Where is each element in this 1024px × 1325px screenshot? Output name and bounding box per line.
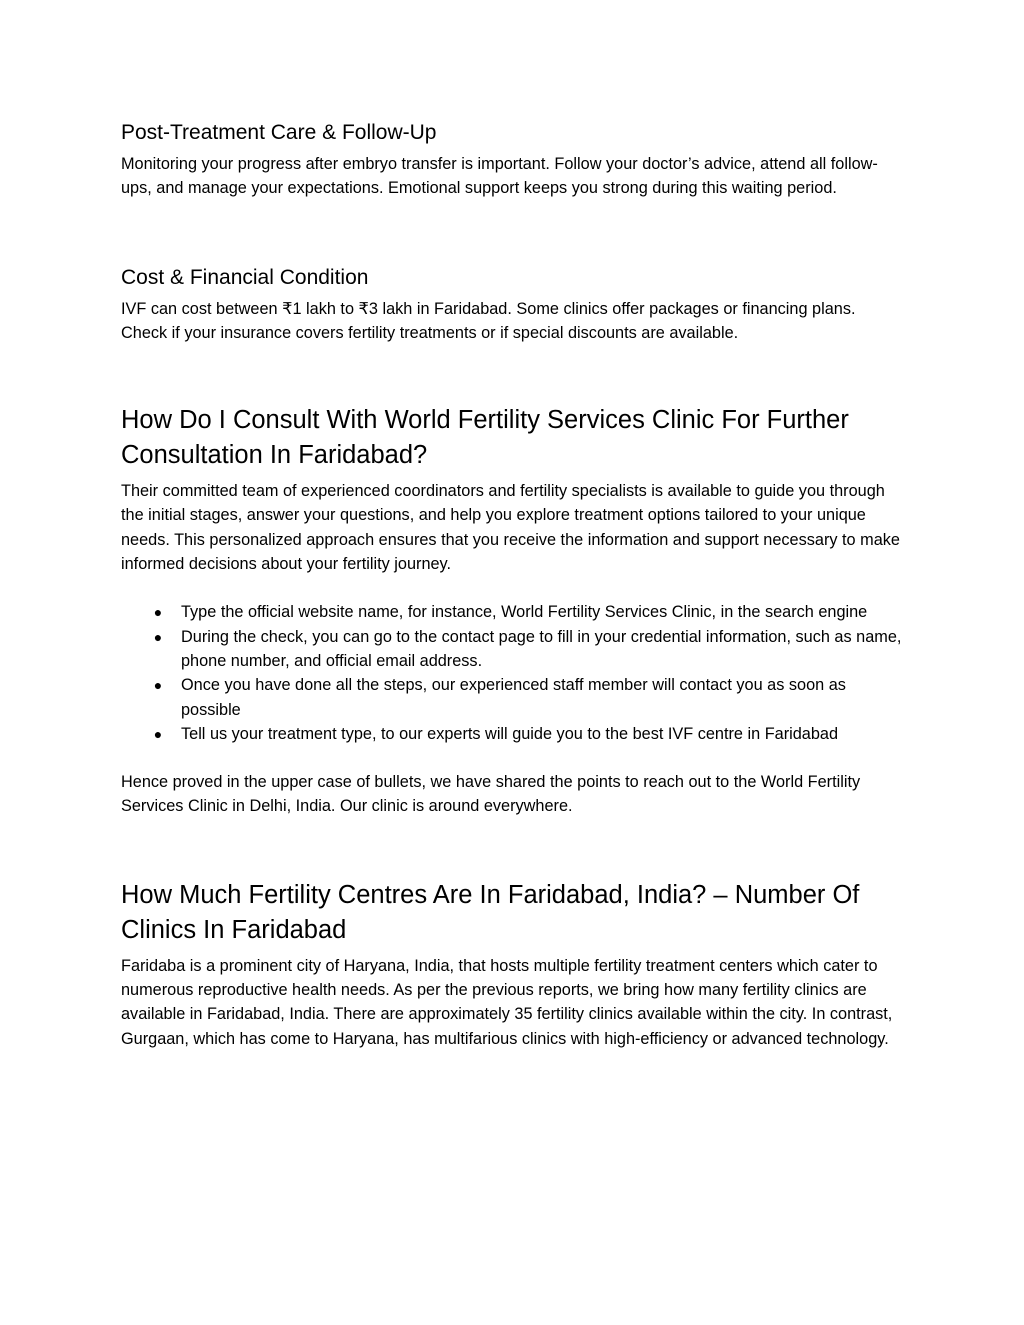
bullet-icon: ● xyxy=(153,725,163,742)
paragraph-consult-outro: Hence proved in the upper case of bullets, we have shared the points to reach out to the World Fertility Services Clinic in Delhi, India. Our clinic is around everywhere. xyxy=(121,773,861,816)
list-item-text: Tell us your treatment type, to our experts will guide you to the best IVF centre in Faridabad xyxy=(181,724,839,743)
list-item-text: Type the official website name, for instance, World Fertility Services Clinic, in the search engine xyxy=(181,603,868,622)
list-item xyxy=(121,722,906,746)
paragraph-cost: IVF can cost between ₹1 lakh to ₹3 lakh in Faridabad. Some clinics offer packages or financing plans. Check if your insurance covers fertility treatments or if special discounts are available. xyxy=(121,299,856,342)
list-item-text: Once you have done all the steps, our experienced staff member will contact you as soon as possible xyxy=(181,676,846,719)
bullet-icon: ● xyxy=(153,677,163,694)
heading-centres: How Much Fertility Centres Are In Faridabad, India? – Number Of Clinics In Faridabad xyxy=(121,880,860,944)
spacer xyxy=(121,746,906,770)
paragraph-post-treatment: Monitoring your progress after embryo transfer is important. Follow your doctor’s advice, attend all follow-ups, and manage your expectations. Emotional support keeps you strong during this waiting period. xyxy=(121,155,878,198)
spacer xyxy=(121,576,906,600)
document-page xyxy=(121,118,906,1051)
list-item xyxy=(121,600,906,624)
list-item-text: During the check, you can go to the contact page to fill in your credential information, such as name, phone number, and official email address. xyxy=(181,627,902,670)
bullet-icon: ● xyxy=(153,604,163,621)
heading-consult: How Do I Consult With World Fertility Services Clinic For Further Consultation In Faridabad? xyxy=(121,406,849,470)
list-item xyxy=(121,625,906,674)
list-item xyxy=(121,673,906,722)
bullet-icon: ● xyxy=(153,628,163,645)
spacer xyxy=(121,819,906,878)
paragraph-consult-intro: Their committed team of experienced coordinators and fertility specialists is available to guide you through the initial stages, answer your questions, and help you explore treatment options tailored to your unique needs. This personalized approach ensures that you receive the information and support necessary to make informed decisions about your fertility journey. xyxy=(121,482,900,574)
heading-cost: Cost & Financial Condition xyxy=(121,265,369,289)
spacer xyxy=(121,345,906,403)
consult-steps-list xyxy=(121,600,906,746)
spacer xyxy=(121,201,906,263)
paragraph-centres: Faridaba is a prominent city of Haryana, India, that hosts multiple fertility treatment centers which cater to numerous reproductive health needs. As per the previous reports, we bring how many fertility clinics are available in Faridabad, India. There are approximately 35 fertility clinics available within the city. In contrast, Gurgaan, which has come to Haryana, has multifarious clinics with high-efficiency or advanced technology. xyxy=(121,956,893,1048)
heading-post-treatment: Post-Treatment Care & Follow-Up xyxy=(121,121,437,144)
